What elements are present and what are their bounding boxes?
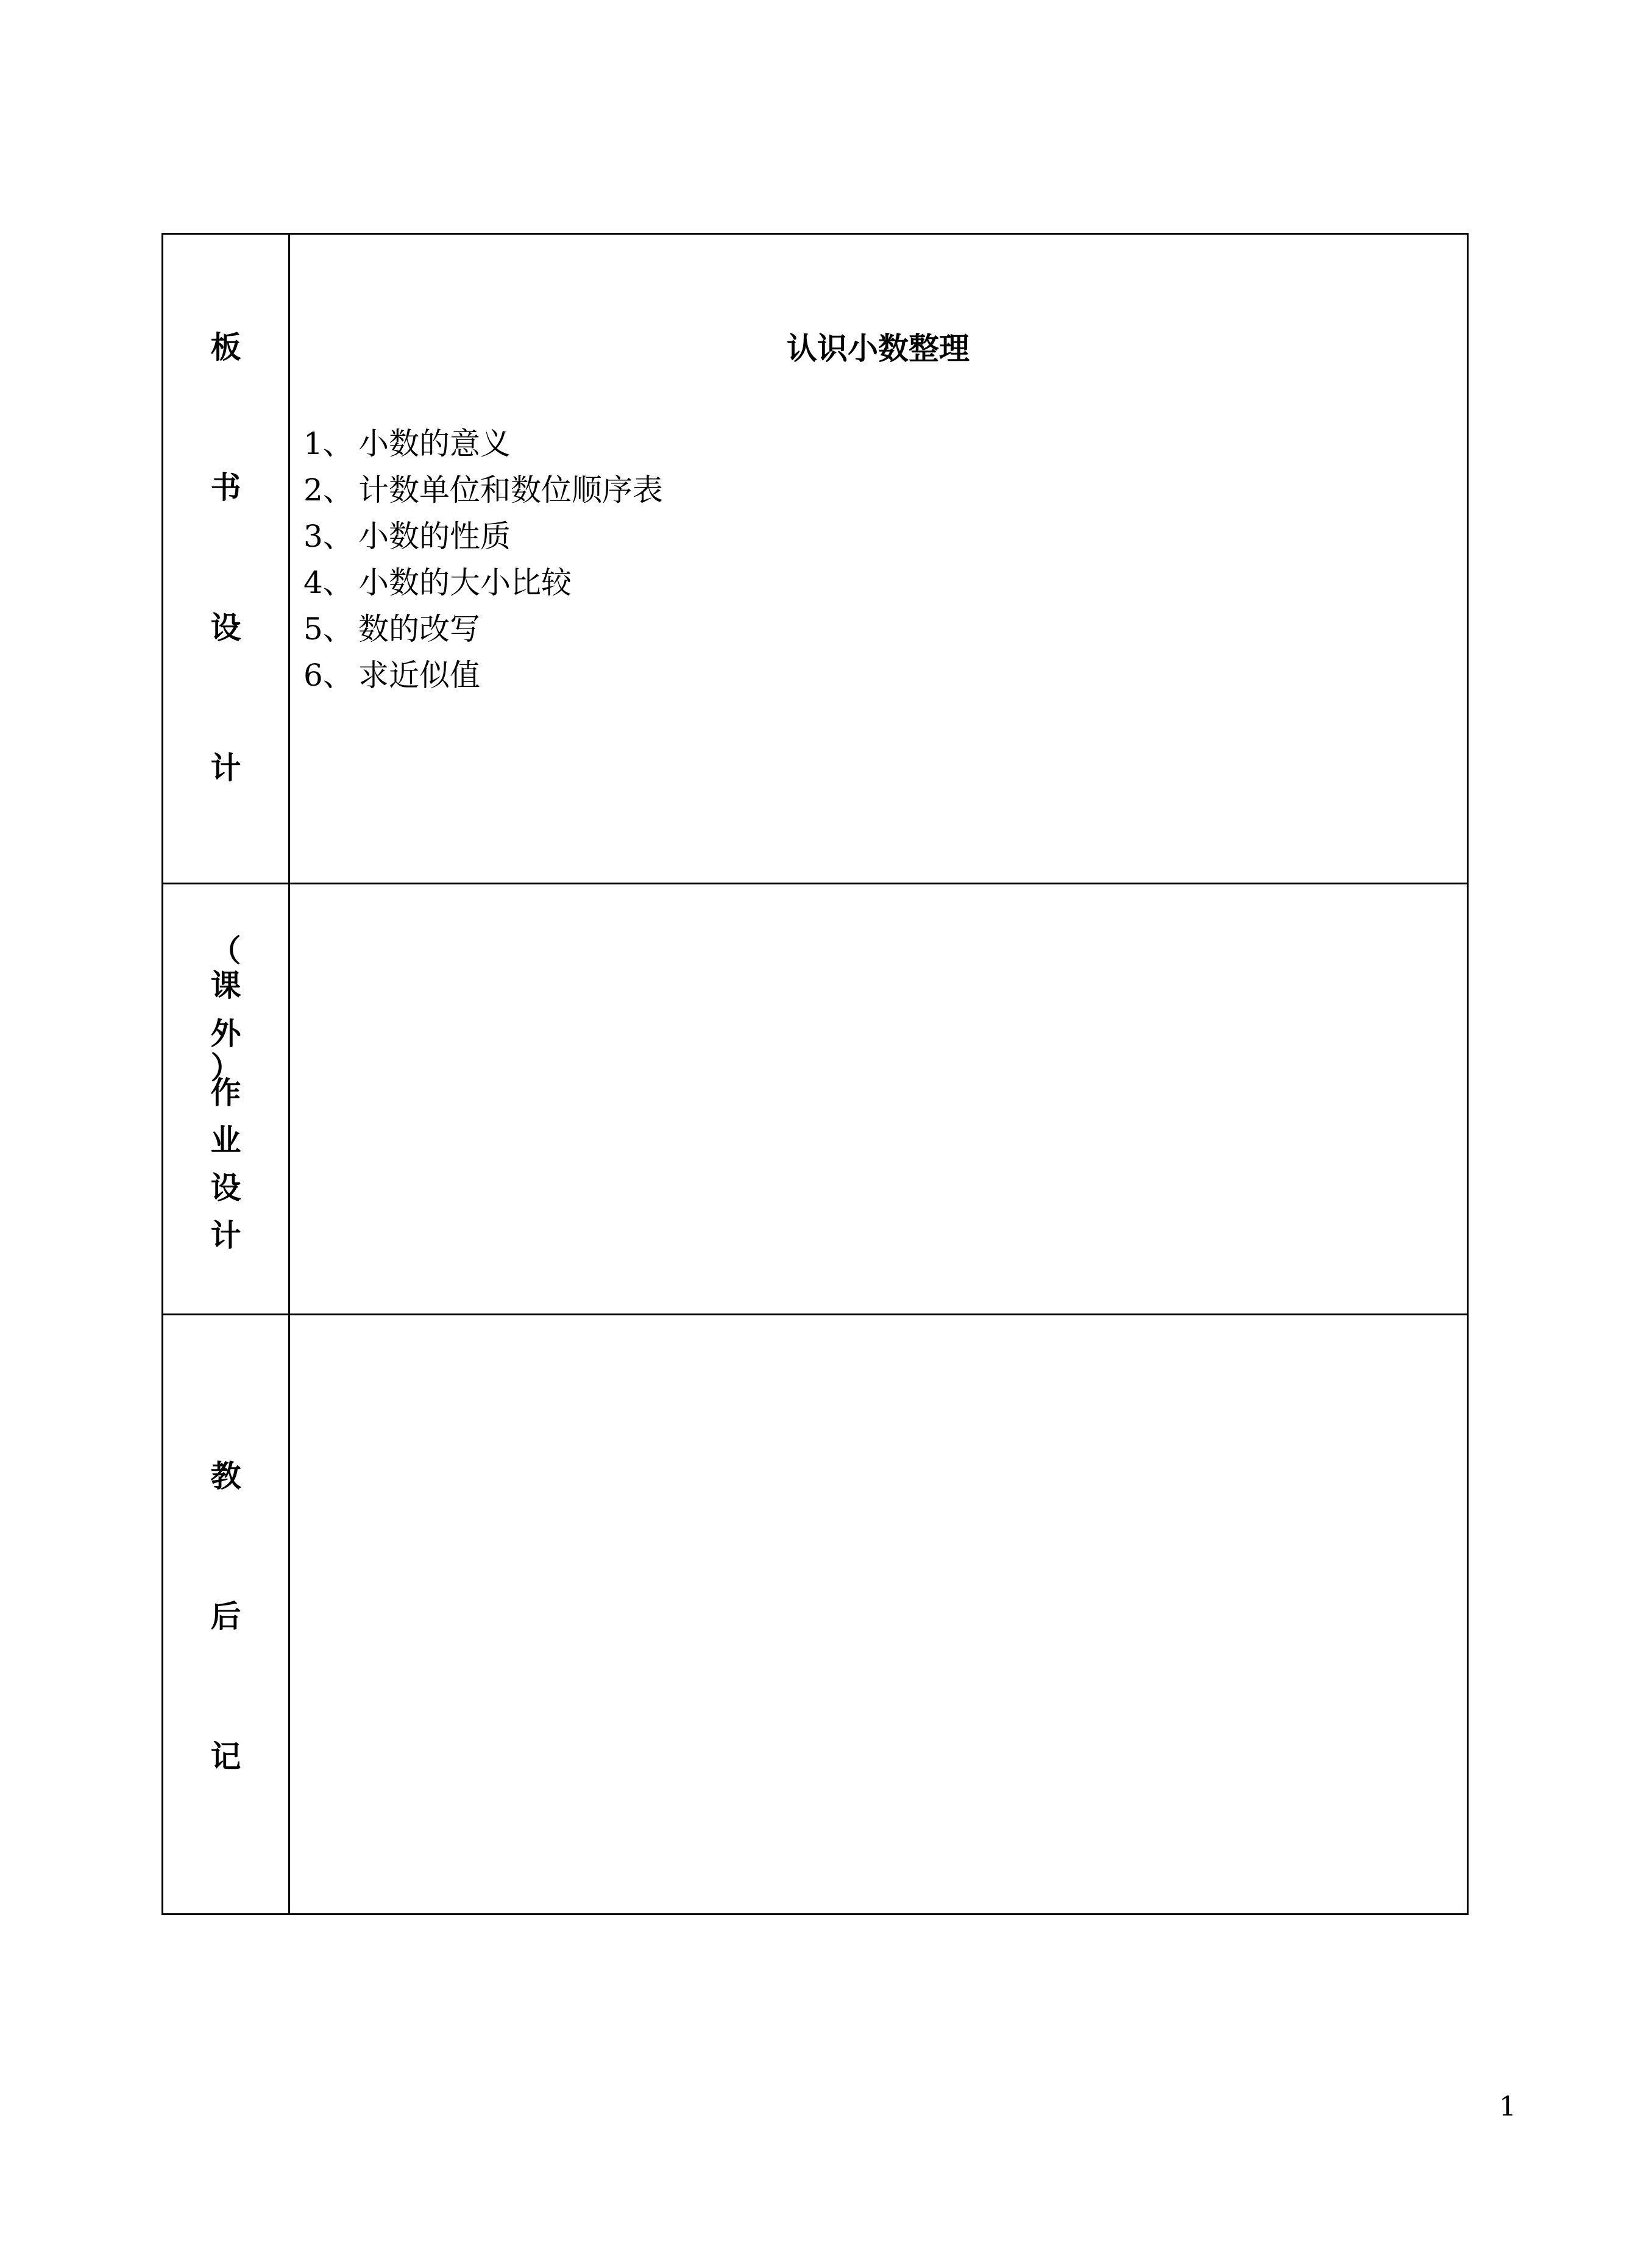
list-item-text: 小数的性质 — [358, 519, 511, 554]
list-item — [303, 421, 663, 467]
blackboard-design-label-char: 计 — [210, 750, 241, 786]
blackboard-item-list — [303, 421, 663, 699]
homework-label-char: 作 — [210, 1075, 241, 1111]
blackboard-design-label-char: 设 — [210, 610, 241, 645]
list-item — [303, 467, 663, 513]
blackboard-design-label-char: 板 — [210, 330, 241, 365]
blackboard-design-row — [163, 235, 1467, 883]
post-lesson-label-char: 教 — [210, 1459, 241, 1494]
row-divider — [163, 1314, 1467, 1315]
homework-label-char: 业 — [210, 1123, 241, 1158]
homework-label-char: 设 — [210, 1170, 241, 1206]
blackboard-title: 认识小数整理 — [787, 331, 970, 366]
homework-design-row — [163, 884, 1467, 1314]
list-item-number: 1、 — [303, 426, 353, 461]
list-item-number: 6、 — [303, 658, 353, 693]
list-item-number: 4、 — [303, 565, 353, 600]
list-item-number: 5、 — [303, 611, 353, 647]
list-item-number: 2、 — [303, 472, 353, 508]
list-item — [303, 513, 663, 560]
list-item — [303, 560, 663, 606]
homework-label-char: 外 — [210, 1016, 241, 1051]
post-lesson-label-char: 记 — [210, 1739, 241, 1774]
list-item-text: 求近似值 — [358, 658, 480, 693]
lesson-plan-table — [161, 233, 1469, 1915]
post-lesson-label-char: 后 — [210, 1599, 241, 1634]
page-number: 1 — [1499, 2091, 1516, 2122]
homework-label-char: 课 — [210, 968, 241, 1003]
list-item-text: 小数的意义 — [358, 426, 511, 461]
list-item-text: 小数的大小比较 — [358, 565, 572, 600]
homework-label-char: （ — [210, 933, 241, 969]
list-item — [303, 606, 663, 652]
list-item — [303, 652, 663, 699]
homework-label-char: 计 — [210, 1218, 241, 1253]
list-item-text: 计数单位和数位顺序表 — [358, 472, 663, 508]
homework-label-char: ） — [210, 1050, 241, 1086]
list-item-number: 3、 — [303, 519, 353, 554]
blackboard-design-label-char: 书 — [210, 470, 241, 505]
list-item-text: 数的改写 — [358, 611, 480, 647]
